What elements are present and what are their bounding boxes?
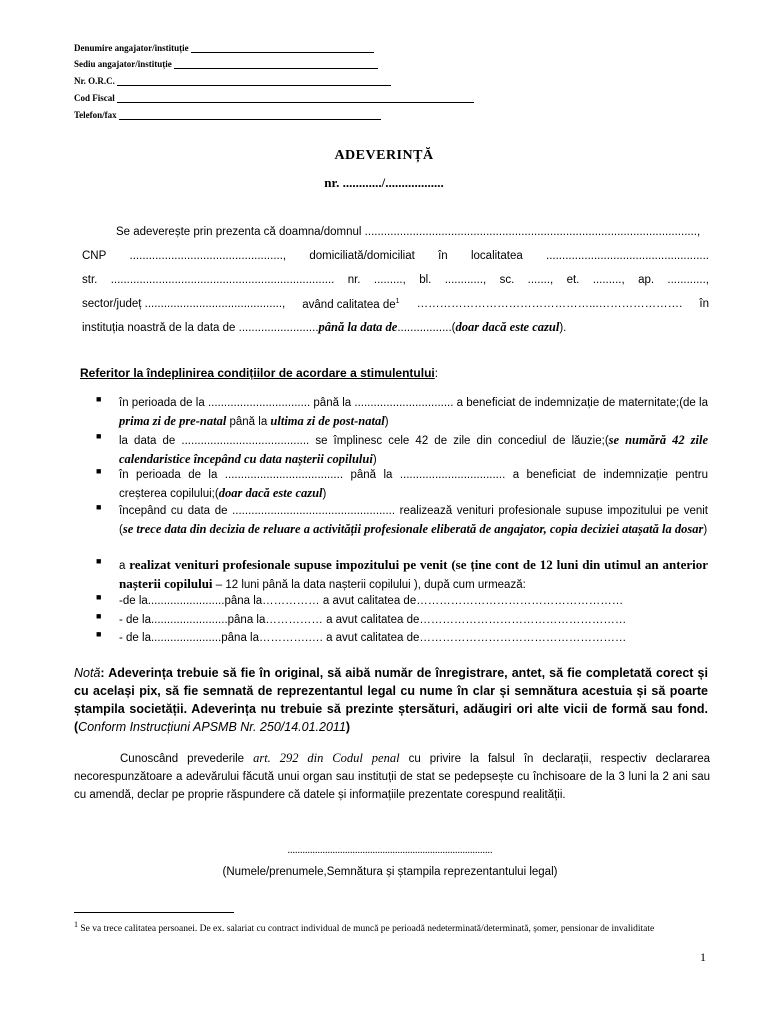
bullet-text-part: – 12 luni până la data nașterii copilului ), după cum urmează: (212, 579, 526, 591)
bullet-emphasis: prima zi de pre-natal (119, 414, 227, 428)
intro-line-3-word: sc. (499, 274, 515, 286)
intro-line-2-word: ................................................, (129, 250, 287, 262)
intro-line-5-part: .................( (397, 322, 456, 334)
intro-line-3-word: ...................................................................... (110, 274, 335, 286)
bullet-text: - de la......................pâna la………….…. a avut calitatea de……………………………………………… (119, 632, 627, 644)
intro-line-5-if-case: doar dacă este cazul (455, 320, 560, 334)
intro-line-3-word: bl. (419, 274, 432, 286)
orc-field[interactable] (117, 75, 391, 86)
bullet-emphasis: doar dacă este cazul (218, 486, 323, 500)
intro-line-2-word: în (438, 250, 448, 262)
intro-line-1: Se adeverește prin prezenta că doamna/domnul ........................................................................................................, (116, 226, 701, 238)
bullet-square-icon: ■ (96, 466, 102, 476)
footnote (74, 918, 708, 936)
declaration-law-reference: art. 292 din Codul penal (253, 751, 400, 765)
bullet-text (119, 502, 708, 539)
intro-line-3 (82, 274, 709, 286)
intro-line-3-word: ............, (444, 274, 487, 286)
intro-line-5-part: instituția noastră de la data de ......................... (82, 322, 319, 334)
document-title: ADEVERINȚĂ (334, 148, 434, 163)
fiscal-code-field[interactable] (117, 92, 474, 103)
section-title-text: Referitor la îndeplinirea condițiilor de acordare a stimulentului (80, 366, 435, 380)
intro-line-5 (82, 320, 709, 335)
bullet-emphasis: realizat venituri profesionale supuse impozitului pe venit (129, 557, 448, 572)
intro-line-2-word: domiciliată/domiciliat (309, 250, 415, 262)
bullet-text-part: începând cu data de ................................................... realizează venituri profesionale supuse impozitului pe venit ( (119, 505, 708, 536)
bullet-emphasis: ultima zi de post-natal (270, 414, 385, 428)
intro-line-2-word: localitatea (470, 250, 523, 262)
intro-line-4-part (302, 298, 399, 311)
intro-line-4-part: în (699, 298, 709, 310)
note-reference: Conform Instrucțiuni APSMB Nr. 250/14.01.2011 (78, 720, 346, 734)
employer-address-label: Sediu angajator/instituție (74, 59, 172, 69)
bullet-text-part: ) (703, 524, 708, 536)
signature-line[interactable]: .................................................................................. (287, 845, 493, 856)
intro-line-4-part: ………………………………………...…………………. (416, 298, 683, 310)
intro-line-2 (82, 250, 709, 262)
intro-line-3-word: ........., (592, 274, 625, 286)
bullet-square-icon: ■ (96, 611, 102, 621)
intro-line-4-quality: având calitatea de (302, 298, 396, 311)
bullet-text-part: a (119, 560, 130, 572)
intro-line-3-word: str. (82, 274, 98, 286)
intro-line-3-word: ap. (638, 274, 655, 286)
intro-line-3-word: nr. (347, 274, 361, 286)
intro-line-2-word: ................................................... (546, 250, 709, 262)
bullet-text (119, 466, 708, 503)
employer-name-field[interactable] (191, 42, 374, 53)
bullet-text-part: ) (372, 454, 377, 466)
footnote-mark: 1 (74, 920, 78, 929)
note-text: : Adeverința trebuie să fie în original, să aibă număr de înregistrare, antet, să fie completată corect și cu același pix, să fie semnată de reprezentantul legal cu nume în clar și semnătura acestuia și să poarte ștampila societății. Adeverința nu trebuie să prezinte ștersături, adăugiri ori alte vicii de formă sau fond.( (74, 666, 708, 734)
note-label: Notă (74, 666, 101, 680)
header-row-orc (74, 75, 391, 89)
bullet-square-icon: ■ (96, 592, 102, 602)
fiscal-code-label: Cod Fiscal (74, 93, 115, 103)
declaration-text: Cunoscând prevederile (120, 753, 254, 765)
note-end: ) (345, 720, 351, 734)
bullet-square-icon: ■ (96, 556, 102, 566)
section-title (80, 366, 438, 380)
header-row-phone (74, 109, 381, 123)
bullet-text: -de la........................pâna la…………… a avut calitatea de……………………………………………… (119, 595, 624, 607)
phone-field[interactable] (119, 109, 381, 120)
bullet-square-icon: ■ (96, 431, 102, 441)
header-row-employer-address (74, 58, 378, 72)
section-title-colon: : (434, 366, 439, 380)
bullet-square-icon: ■ (96, 394, 102, 404)
signature-caption: (Numele/prenumele,Semnătura și ștampila reprezentantului legal) (222, 866, 558, 878)
page-number: 1 (700, 950, 706, 964)
intro-line-3-word: et. (566, 274, 580, 286)
footnote-text: Se va trece calitatea persoanei. De ex. salariat cu contract individual de muncă pe perioadă nedeterminată/determinată, șomer, pensionar de invaliditate (78, 924, 655, 935)
note-paragraph (74, 664, 708, 736)
bullet-text-part: ) (384, 416, 389, 428)
bullet-text-part: în perioada de la ................................ până la ............................... a beneficiat de indemnizație de maternitate;(de la (119, 397, 708, 409)
orc-label: Nr. O.R.C. (74, 76, 115, 86)
bullet-text-part: până la (226, 416, 271, 428)
bullet-emphasis: se numără 42 zile calendaristice începând cu data nașterii copilului (119, 433, 709, 466)
declaration-text: cu privire la falsul în declarații, respectiv declararea necorespunzătoare a adevărului făcută unui organ sau instituții de stat se pedepsește cu închisoare de la 3 luni la 2 ani sau cu amendă, declar pe proprie răspundere că datele și informațiile prezentate corespund realității. (74, 753, 710, 801)
bullet-text (119, 431, 708, 469)
employer-address-field[interactable] (174, 58, 378, 69)
employer-name-label: Denumire angajator/instituție (74, 43, 189, 53)
bullet-square-icon: ■ (96, 629, 102, 639)
intro-line-3-word: ............, (667, 274, 709, 286)
phone-label: Telefon/fax (74, 110, 117, 120)
intro-line-4 (82, 298, 709, 311)
footnote-separator (74, 912, 234, 913)
intro-line-3-word: ........., (373, 274, 406, 286)
document-number: nr. ............/.................. (324, 175, 444, 190)
bullet-text (119, 556, 708, 594)
bullet-text: - de la........................pâna la…………… a avut calitatea de……………………………………………… (119, 614, 627, 626)
header-row-fiscal-code (74, 92, 474, 106)
bullet-text (119, 394, 708, 431)
bullet-text-part: în perioada de la ..................................... până la ................................. a beneficiat de indemnizație pentru creșterea copilului;( (119, 469, 708, 500)
bullet-emphasis: (se ține cont de 12 luni din utimul an anterior nașterii copilului (119, 557, 708, 591)
intro-line-5-until: până la data de (318, 320, 398, 334)
header-row-employer-name (74, 42, 374, 56)
declaration-paragraph (74, 749, 710, 804)
intro-line-3-word: ......., (527, 274, 554, 286)
bullet-text-part: la data de ........................................ se împlinesc cele 42 de zile din concediul de lăuzie;( (119, 435, 609, 447)
intro-line-5-part: ). (559, 322, 567, 334)
bullet-emphasis: se trece data din decizia de reluare a activității profesionale eliberată de angajator, copia deciziei atașată la dosar (122, 522, 704, 536)
footnote-ref: 1 (395, 298, 400, 305)
bullet-text-part: ) (322, 488, 327, 500)
intro-line-4-part: sector/județ ..........................................., (82, 298, 286, 310)
intro-line-2-word: CNP (82, 250, 107, 262)
bullet-square-icon: ■ (96, 502, 102, 512)
